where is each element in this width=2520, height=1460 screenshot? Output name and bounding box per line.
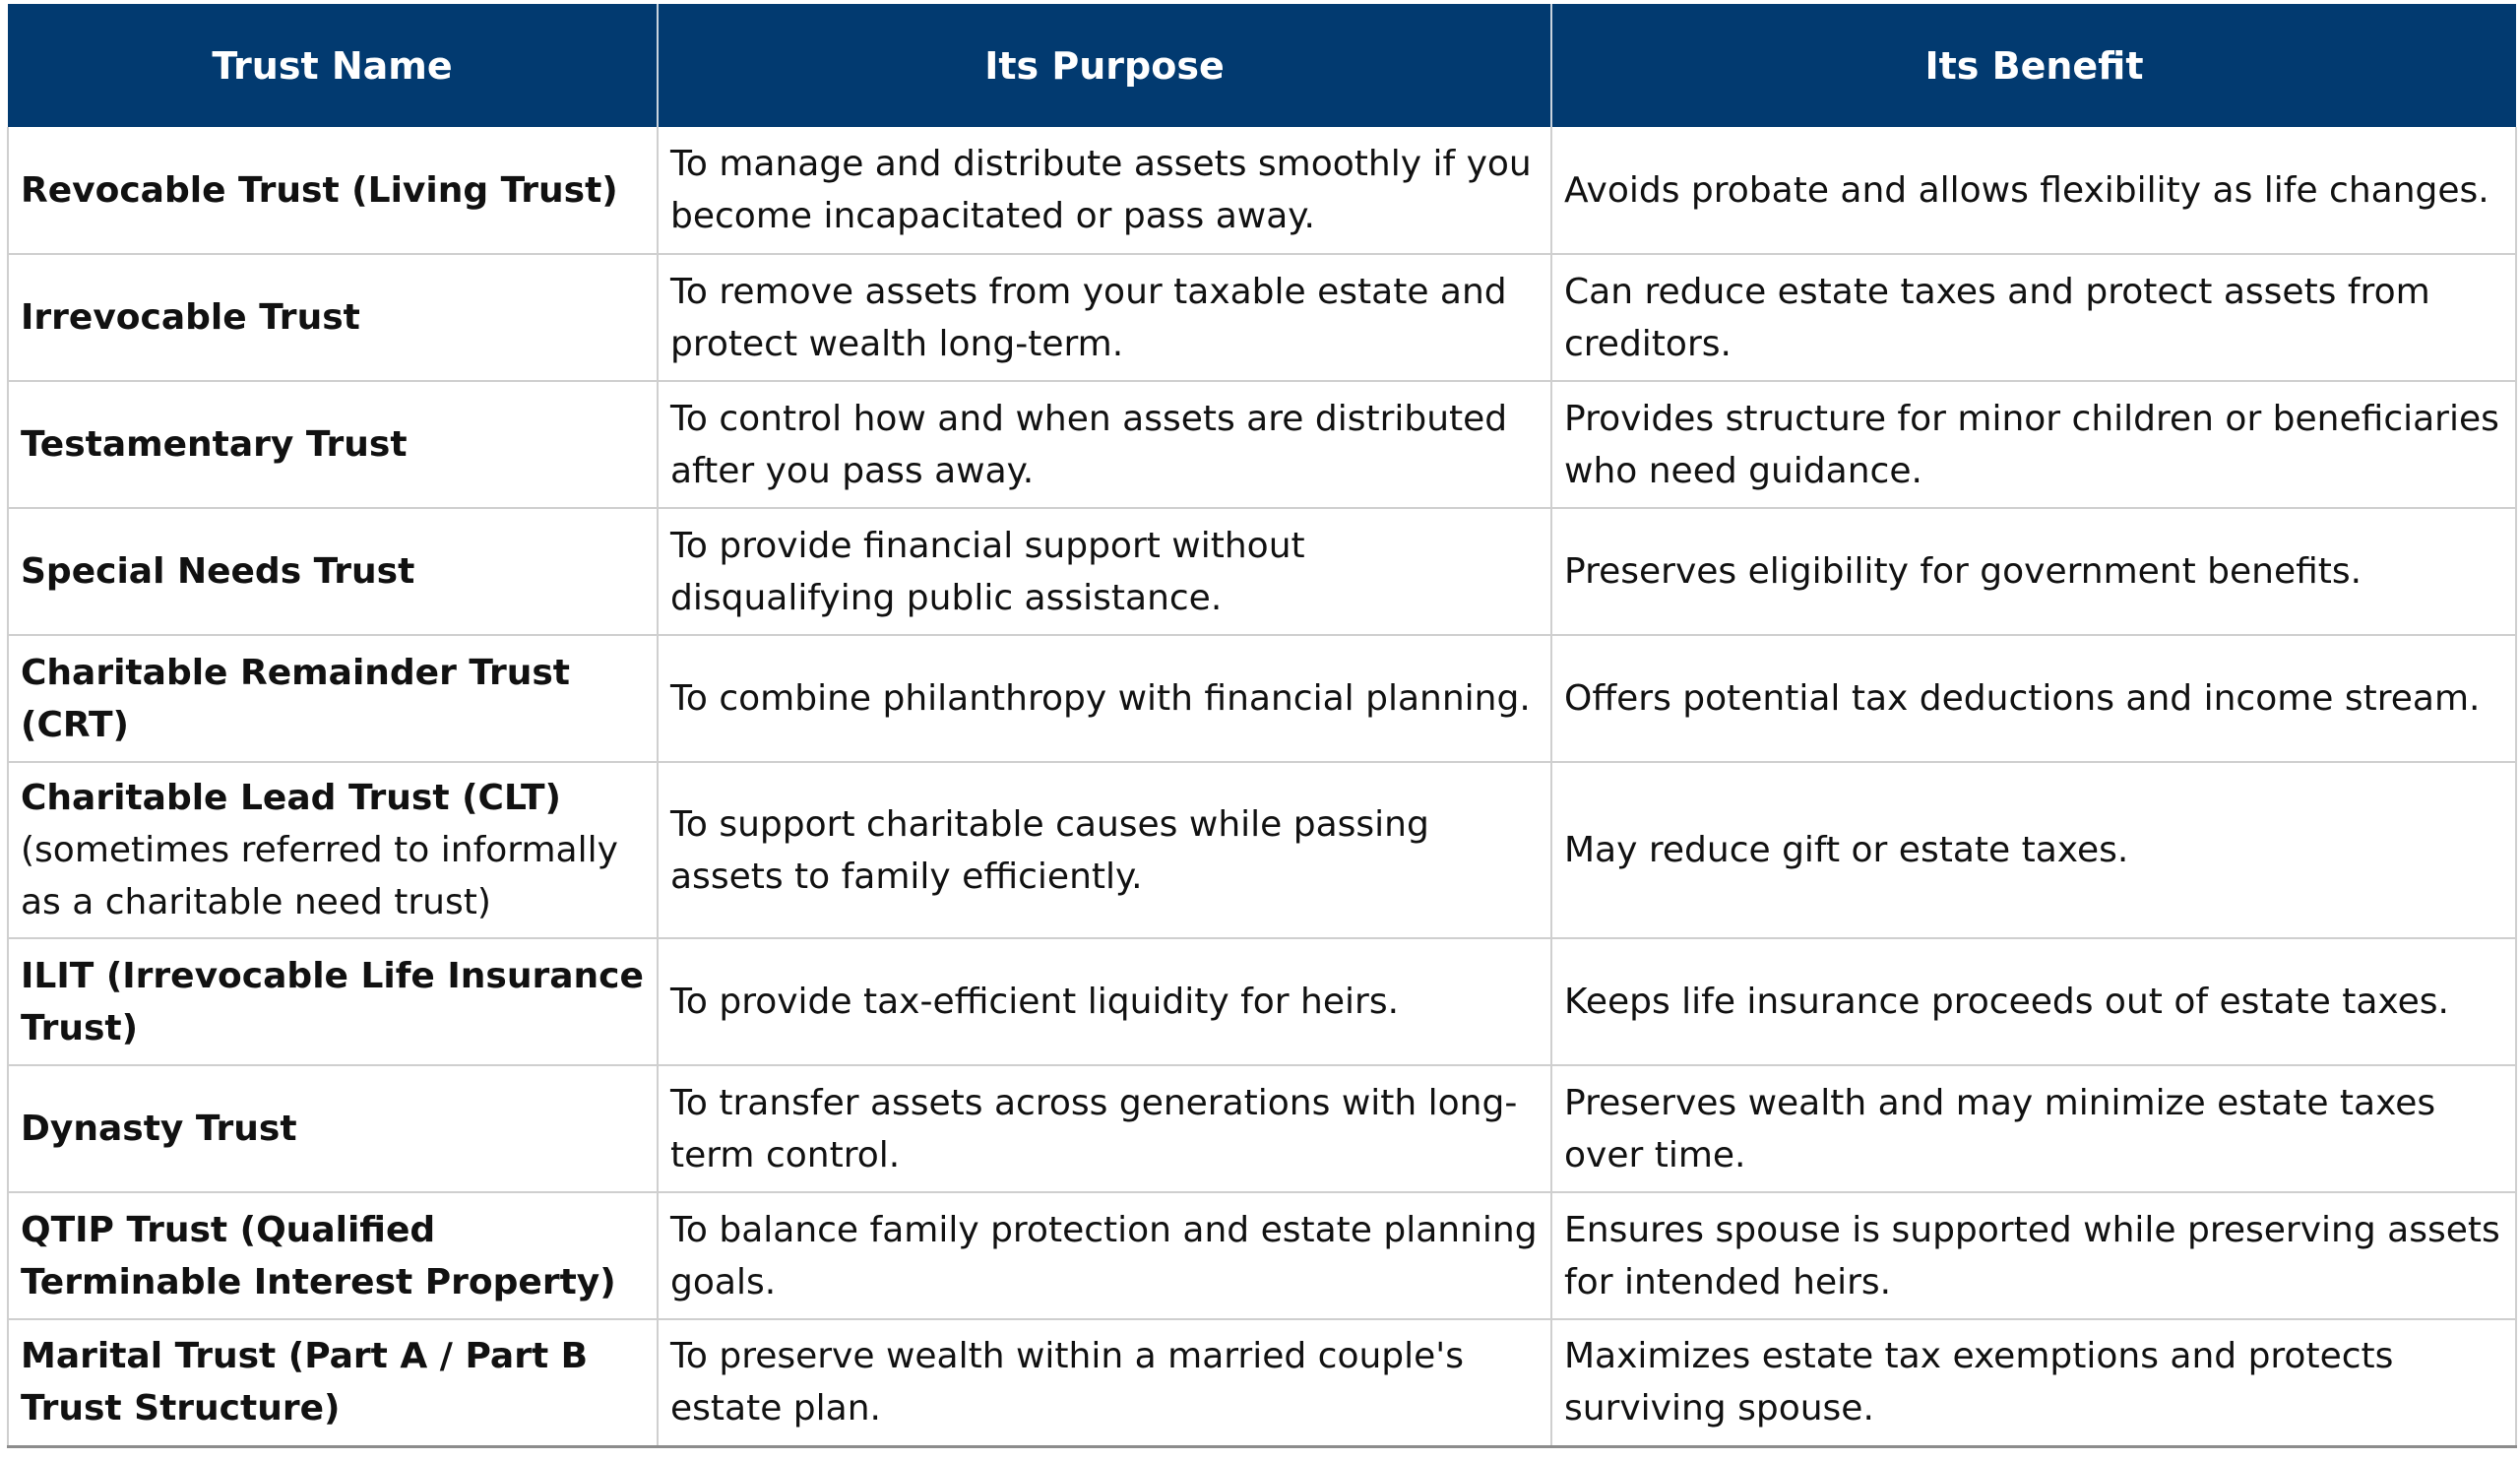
trust-name-cell [8, 938, 658, 1065]
trust-name-cell [8, 1319, 658, 1446]
benefit-cell: Keeps life insurance proceeds out of estate taxes. [1551, 938, 2516, 1065]
table-row [8, 635, 2516, 762]
trust-comparison-table-container [7, 4, 2515, 1448]
table-row [8, 762, 2516, 938]
purpose-cell: To remove assets from your taxable estate and protect wealth long-term. [658, 254, 1551, 381]
benefit-cell: Preserves wealth and may minimize estate taxes over time. [1551, 1065, 2516, 1192]
purpose-cell: To preserve wealth within a married couple's estate plan. [658, 1319, 1551, 1446]
trust-name: Special Needs Trust [21, 551, 415, 592]
trust-name-cell [8, 762, 658, 938]
purpose-cell: To combine philanthropy with financial planning. [658, 635, 1551, 762]
header-benefit: Its Benefit [1551, 4, 2516, 127]
benefit-cell: May reduce gift or estate taxes. [1551, 762, 2516, 938]
trust-comparison-table [7, 4, 2517, 1448]
header-purpose: Its Purpose [658, 4, 1551, 127]
trust-name-cell [8, 1065, 658, 1192]
purpose-cell: To control how and when assets are distributed after you pass away. [658, 381, 1551, 508]
trust-name-cell [8, 508, 658, 635]
trust-name: ILIT (Irrevocable Life Insurance Trust) [21, 955, 644, 1048]
benefit-cell: Can reduce estate taxes and protect assets from creditors. [1551, 254, 2516, 381]
trust-name: Revocable Trust (Living Trust) [21, 169, 618, 211]
benefit-cell: Preserves eligibility for government benefits. [1551, 508, 2516, 635]
benefit-cell: Avoids probate and allows flexibility as life changes. [1551, 127, 2516, 254]
trust-name-cell [8, 254, 658, 381]
table-row [8, 938, 2516, 1065]
purpose-cell: To balance family protection and estate planning goals. [658, 1192, 1551, 1319]
table-row [8, 1065, 2516, 1192]
table-row [8, 381, 2516, 508]
purpose-cell: To manage and distribute assets smoothly if you become incapacitated or pass away. [658, 127, 1551, 254]
trust-name: Irrevocable Trust [21, 297, 360, 338]
benefit-cell: Ensures spouse is supported while preserving assets for intended heirs. [1551, 1192, 2516, 1319]
trust-name: Dynasty Trust [21, 1109, 297, 1149]
trust-name-cell [8, 635, 658, 762]
trust-name: Charitable Lead Trust (CLT) [21, 778, 561, 818]
table-row [8, 508, 2516, 635]
trust-name: Charitable Remainder Trust (CRT) [21, 652, 570, 745]
table-row [8, 1192, 2516, 1319]
purpose-cell: To provide financial support without disqualifying public assistance. [658, 508, 1551, 635]
trust-name-cell [8, 127, 658, 254]
trust-name: QTIP Trust (Qualified Terminable Interest Property) [21, 1209, 616, 1302]
table-row [8, 254, 2516, 381]
table-row [8, 1319, 2516, 1446]
trust-name-cell [8, 1192, 658, 1319]
table-row [8, 127, 2516, 254]
trust-name-note: (sometimes referred to informally as a charitable need trust) [21, 830, 618, 922]
trust-name: Testamentary Trust [21, 424, 408, 465]
benefit-cell: Offers potential tax deductions and income stream. [1551, 635, 2516, 762]
table-header-row [8, 4, 2516, 127]
benefit-cell: Provides structure for minor children or beneficiaries who need guidance. [1551, 381, 2516, 508]
trust-name-cell [8, 381, 658, 508]
trust-name: Marital Trust (Part A / Part B Trust Structure) [21, 1336, 589, 1429]
purpose-cell: To transfer assets across generations with long-term control. [658, 1065, 1551, 1192]
purpose-cell: To provide tax-efficient liquidity for heirs. [658, 938, 1551, 1065]
benefit-cell: Maximizes estate tax exemptions and protects surviving spouse. [1551, 1319, 2516, 1446]
purpose-cell: To support charitable causes while passing assets to family efficiently. [658, 762, 1551, 938]
header-trust-name: Trust Name [8, 4, 658, 127]
